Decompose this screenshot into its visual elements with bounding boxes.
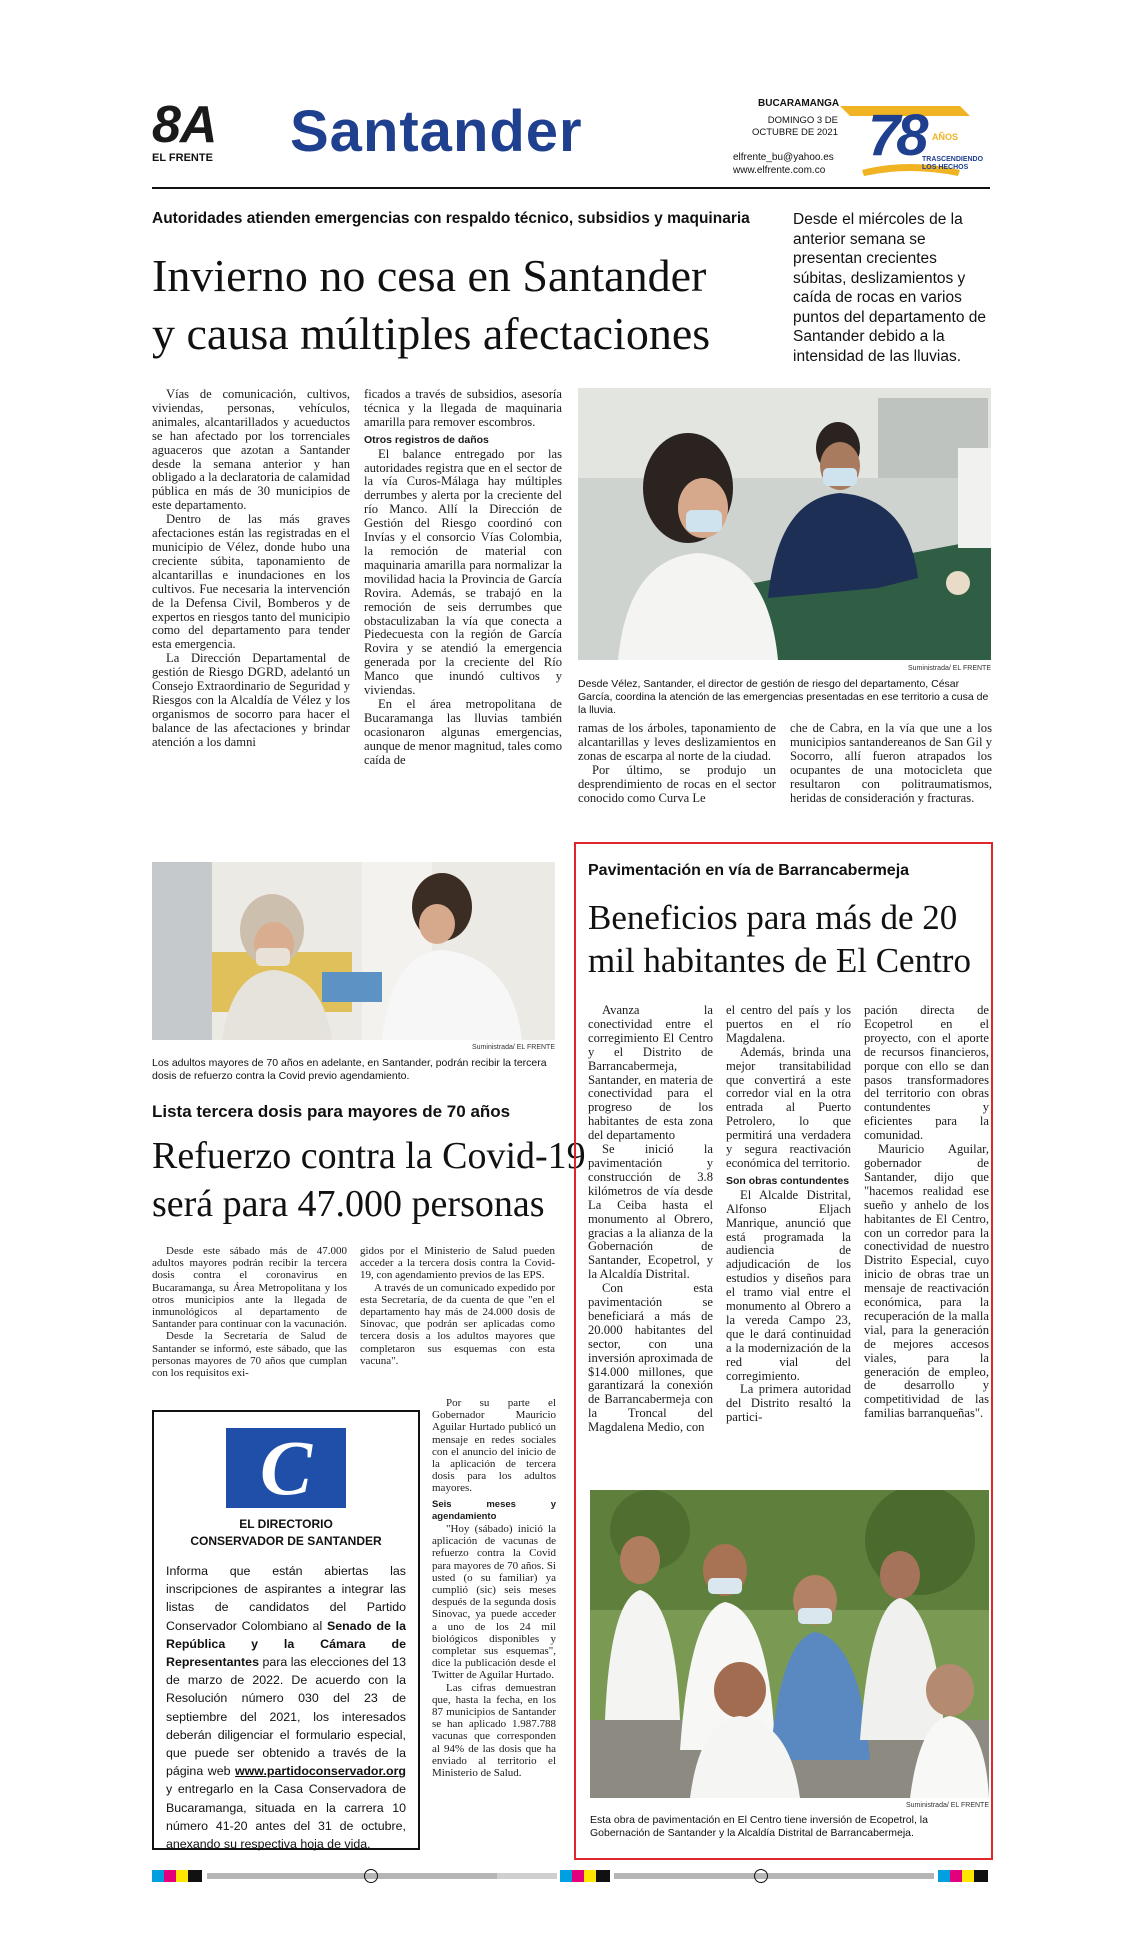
article2-paragraph: A través de un comunicado expedido por esta Secretaría, de da cuenta de que "en el departamento hay más de 24.000 dosis de Sinovac, que podrán ser aplicadas como tercera dosis a los adultos mayores que completaron sus esquemas con esta vacuna". (360, 1281, 555, 1367)
article2-paragraph: "Hoy (sábado) inició la aplicación de vacunas de refuerzo contra la Covid para mayores de 70 años. Si usted (o su familiar) ya cumplió (sic) seis meses después de la segunda dosis Sinovac, ya puede acceder a uno de los 24 mil biológicos disponibles y completar sus esquemas", dice la publicación desde el Twitter de Aguilar Hurtado. (432, 1523, 556, 1682)
ad-body-text: Informa que están abiertas las inscripciones de aspirantes a integrar las listas de candidatos del Partido Conservador Colombiano al (166, 1564, 406, 1633)
article2-paragraph: gidos por el Ministerio de Salud pueden acceder a la tercera dosis contra la Covid-19, con agendamiento previos de las EPS. (360, 1245, 555, 1282)
article3-paragraph: Se inició la pavimentación y construcción de 3.8 kilómetros de vía desde La Ceiba hasta el monumento al Obrero, gracias a la alianza de la Gobernación de Santander, Ecopetrol, y la Alcaldía Distrital. (588, 1142, 713, 1282)
article2-headline-line1: Refuerzo contra la Covid-19 (152, 1135, 586, 1177)
article2-photo-credit: Suministrada/ EL FRENTE (472, 1044, 555, 1051)
color-swatch (164, 1870, 176, 1882)
vaccination-photo-icon (152, 862, 555, 1040)
article2-paragraph: Desde este sábado más de 47.000 adultos mayores podrán recibir la tercera dosis contra el coronavirus en Bucaramanga, su Área Metropolitana y los otros municipios ante la llegada de inmunológicos al departamento de Santander para continuar con la vacunación. (152, 1245, 347, 1331)
masthead-rule (152, 187, 990, 189)
color-swatch (188, 1870, 202, 1882)
conservative-party-ad (152, 1410, 420, 1850)
color-swatch (974, 1870, 988, 1882)
article1-headline (152, 250, 782, 359)
article1-column-4 (790, 722, 992, 822)
article1-paragraph: ficados a través de subsidios, asesoría técnica y la llegada de maquinaria amarilla para remover escombros. (364, 388, 562, 429)
article3-paragraph: Mauricio Aguilar, gobernador de Santander, dijo que "hacemos realidad ese sueño y anhelo de los habitantes de El Centro, con un corredor para la conectividad de nuestro Distrito Especial, cuyo inicio de obras trae un mensaje de reactivación económica, para la recuperación de la malla vial, para la generación de mejores accesos viales, para la generación de empleo, de desarrollo y competitividad de las familias barranqueñas". (864, 1142, 989, 1421)
article1-paragraph: En el área metropolitana de Bucaramanga las lluvias también ocasionaron algunas emergencias, aunque de menor magnitud, tales como caída de (364, 696, 562, 767)
article1-column-1 (152, 388, 350, 820)
masthead (0, 0, 1137, 190)
article3-paragraph: Avanza la conectividad entre el corregimiento El Centro y el Distrito de Barrancabermeja, Santander, en materia de conectividad para el progreso de los habitantes de esta zona del departamento (588, 1004, 713, 1143)
masthead-date: DOMINGO 3 DE OCTUBRE DE 2021 (751, 115, 838, 138)
ad-title-line1: EL DIRECTORIO (239, 1517, 333, 1531)
color-swatch (950, 1870, 962, 1882)
anniversary-slogan: TRASCENDIENDO LOS HECHOS (922, 156, 984, 171)
article2-headline-line2: será para 47.000 personas (152, 1182, 545, 1225)
page-number: 8A (152, 96, 217, 154)
registration-mark-icon (754, 1869, 768, 1883)
article1-column-3 (578, 722, 776, 822)
article1-headline-line1: Invierno no cesa en Santander (152, 250, 707, 301)
anniversary-logo (840, 98, 990, 178)
article1-paragraph: che de Cabra, en la vía que une a los municipios santandereanos de San Gil y Socorro, allí fueron atrapados los ocupantes de una motocicleta que resultaron con politraumatismos, heridas de consideración y fracturas. (790, 722, 992, 805)
color-swatch (176, 1870, 188, 1882)
anniversary-number: 78 (868, 103, 925, 168)
article2-kicker: Lista tercera dosis para mayores de 70 años (152, 1102, 511, 1121)
ad-body-text: y entregarlo en la Casa Conservadora de Bucaramanga, situada en la carrera 10 número 41-20 antes del 31 de octubre, anexando su respectiva hoja de vida. (166, 1782, 406, 1852)
ad-website-link[interactable]: www.partidoconservador.org (235, 1764, 406, 1779)
article1-column-2 (364, 388, 562, 820)
color-swatch (962, 1870, 974, 1882)
article3-headline-line2: mil habitantes de El Centro (588, 941, 971, 981)
brand-name: EL FRENTE (152, 152, 213, 164)
gray-strip (497, 1873, 557, 1879)
article1-paragraph: ramas de los árboles, taponamiento de alcantarillas y leves deslizamientos en zonas de escarpa al norte de la ciudad. (578, 722, 776, 763)
ad-title (154, 1516, 418, 1550)
color-swatch (938, 1870, 950, 1882)
color-swatch (596, 1870, 610, 1882)
party-logo-letter: C (260, 1424, 313, 1511)
group-photo-icon (590, 1490, 989, 1798)
article1-headline-line2: y causa múltiples afectaciones (152, 307, 711, 359)
article3-headline-line1: Beneficios para más de 20 (588, 898, 958, 937)
article1-kicker: Autoridades atienden emergencias con respaldo técnico, subsidios y maquinaria (152, 210, 750, 227)
article3-column-3 (864, 1004, 989, 1478)
color-swatch (584, 1870, 596, 1882)
ad-body-text: para las elecciones del 13 de marzo de 2022. De acuerdo con la Resolución número 030 del 23 de septiembre del 2021, los interesados deberán diligenciar el formulario especial, que puede ser obtenido a través de la página web (166, 1655, 406, 1779)
article3-column-1 (588, 1004, 713, 1478)
article2-paragraph: Las cifras demuestran que, hasta la fecha, en los 87 municipios de Santander se han aplicado 1.987.788 vacunas que corresponden al 94% de las dosis que ha enviado al territorio el Ministerio de Salud. (432, 1681, 556, 1780)
meeting-photo-icon (578, 388, 991, 660)
article1-paragraph: Por último, se produjo un desprendimiento de rocas en el sector conocido como Curva Le (578, 762, 776, 805)
masthead-city: BUCARAMANGA (758, 98, 840, 109)
article2-column-3 (432, 1397, 556, 1857)
article2-paragraph: Por su parte el Gobernador Mauricio Aguilar Hurtado publicó un mensaje en redes sociales con el anuncio del inicio de la aplicación de tercera dosis para los adultos mayores. (432, 1397, 556, 1495)
article1-paragraph: El balance entregado por las autoridades registra que en el sector de la vía Curos-Málaga hay múltiples derrumbes y alerta por la creciente del río Manco. Allí la Dirección de Gestión del Riesgo coordinó con Invías y el consorcio Vías Colombia, la remoción de material con maquinaria amarilla para normalizar la movilidad hacia la Provincia de García Rovira. Además, se trabajó en la remoción de seis derrumbes que obstaculizaban la vía que conecta a Piedecuesta con la región de García Rovira y se atendió la emergencia generada por la creciente del Río Manco que inundó cultivos y viviendas. (364, 446, 562, 698)
article2-column-1 (152, 1245, 347, 1403)
gray-strip (614, 1873, 934, 1879)
article2-photo-caption: Los adultos mayores de 70 años en adelante, en Santander, podrán recibir la tercera dosis de refuerzo contra la Covid previo agendamiento. (152, 1057, 547, 1082)
article3-photo-caption: Esta obra de pavimentación en El Centro tiene inversión de Ecopetrol, la Gobernación de Santander y la Alcaldía Distrital de Barrancabermeja. (590, 1814, 928, 1839)
article3-photo-credit: Suministrada/ EL FRENTE (906, 1802, 989, 1809)
party-logo (226, 1424, 346, 1511)
article1-photo-caption: Desde Vélez, Santander, el director de gestión de riesgo del departamento, César García, coordina la atención de las emergencias presentadas en ese territorio a cusa de la lluvia. (578, 678, 989, 716)
article3-paragraph: Con esta pavimentación se beneficiará a más de 20.000 habitantes del sector, con una inversión aproximada de $14.000 millones, que garantizará la conexión de Barrancabermeja con la Troncal del Magdalena Medio, con (588, 1281, 713, 1435)
article3-column-2 (726, 1004, 851, 1478)
article1-paragraph: La Dirección Departamental de gestión de Riesgo DGRD, adelantó un Consejo Extraordinario de Seguridad y Riesgos con la Alcaldía de Vélez y los organismos de socorro para hacer el balance de las afectaciones y brindar atención a los damni (152, 651, 350, 749)
article3-paragraph: Además, brinda una mejor transitabilidad que convertirá a este corredor vial en la otra entrada al Puerto Petrolero, lo que permitirá una verdadera y segura reactivación económica del territorio. (726, 1044, 851, 1170)
masthead-email[interactable]: elfrente_bu@yahoo.es (733, 152, 834, 163)
article1-paragraph: Vías de comunicación, cultivos, viviendas, personas, vehículos, animales, alcantarillados y acueductos se han afectado por los torrenciales aguaceros que azotan a Santander desde la semana anterior y han obligado a la declaratoria de calamidad pública en más de 30 municipios de este departamento. (152, 388, 350, 513)
registration-mark-icon (364, 1869, 378, 1883)
article1-paragraph: Dentro de las más graves afectaciones están las registradas en el municipio de Vélez, donde hubo una creciente súbita, taponamiento de alcantarillas e inundaciones en los cultivos. Fue necesaria la intervención de la Defensa Civil, Bomberos y de expertos en riesgos tanto del municipio como del departamento para tender esta emergencia. (152, 512, 350, 652)
article3-paragraph: pación directa de Ecopetrol en el proyecto, con el aporte de recursos financieros, porque con ello se dan pasos transformadores del territorio con obras contundentes y eficientes para la comunidad. (864, 1004, 989, 1143)
article3-paragraph: La primera autoridad del Distrito resaltó la partici- (726, 1382, 851, 1425)
article1-subhead: Otros registros de daños (364, 433, 489, 446)
article3-paragraph: El Alcalde Distrital, Alfonso Eljach Manrique, anunció que está programada la audiencia de adjudicación de los estudios y diseños para el tramo vial entre el monumento al Obrero a la vereda Campo 23, que le dará continuidad a la modernización de la red vial del corregimiento. (726, 1187, 851, 1383)
gray-strip (207, 1873, 497, 1879)
article2-photo (152, 862, 555, 1040)
article1-photo (578, 388, 991, 660)
article1-lead: Desde el miércoles de la anterior semana se presentan crecientes súbitas, deslizamientos y caída de rocas en varios puntos del departamento de Santander debido a la intensidad de las lluvias. (793, 211, 987, 365)
ad-body (166, 1562, 406, 1853)
article2-subhead: Seis meses y agendamiento (432, 1498, 556, 1522)
print-color-bar (152, 1870, 992, 1882)
section-title: Santander (290, 99, 583, 164)
article3-photo (590, 1490, 989, 1798)
color-swatch (560, 1870, 572, 1882)
article3-subhead: Son obras contundentes (726, 1174, 850, 1187)
article3-kicker: Pavimentación en vía de Barrancabermeja (588, 862, 910, 879)
article3-headline (588, 898, 988, 980)
ad-title-line2: CONSERVADOR DE SANTANDER (190, 1534, 382, 1548)
article2-column-2 (360, 1245, 555, 1403)
article2-paragraph: Desde la Secretaría de Salud de Santander se informó, este sábado, que las personas mayores de 70 años que cumplan con los requisitos exi- (152, 1330, 347, 1380)
anniversary-word: AÑOS (932, 132, 959, 142)
color-swatch (572, 1870, 584, 1882)
article1-photo-credit: Suministrada/ EL FRENTE (908, 665, 991, 672)
masthead-website[interactable]: www.elfrente.com.co (733, 165, 826, 176)
color-swatch (152, 1870, 164, 1882)
article3-paragraph: el centro del país y los puertos en el río Magdalena. (726, 1004, 851, 1045)
ad-body-bold: Senado de la República y la Cámara de Representantes (166, 1618, 406, 1670)
article2-headline (152, 1135, 586, 1225)
